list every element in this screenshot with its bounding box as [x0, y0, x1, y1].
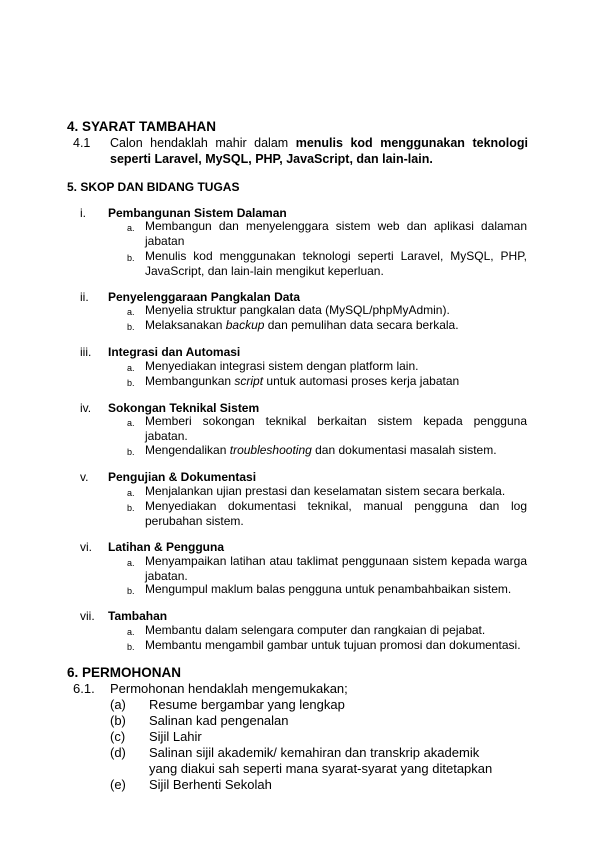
group-title: Latihan & Pengguna	[108, 540, 225, 554]
item-text-pre: Melaksanakan	[145, 318, 226, 332]
group-numeral: v.	[80, 470, 89, 484]
list-item: Memberi sokongan teknikal berkaitan sistem kepada pengguna jabatan.	[145, 414, 527, 443]
item-letter: (e)	[110, 777, 126, 792]
group-title: Tambahan	[108, 609, 168, 623]
item-letter: b.	[127, 642, 135, 652]
list-item: Membantu dalam selengara computer dan rangkaian di pejabat.	[145, 623, 486, 637]
item-letter: a.	[127, 418, 135, 428]
group-title: Integrasi dan Automasi	[108, 345, 241, 359]
item-text-post: untuk automasi proses kerja jabatan	[263, 374, 460, 388]
group-numeral: vii.	[80, 609, 95, 623]
item-letter: b.	[127, 447, 135, 457]
item-text-em: script	[234, 374, 264, 388]
list-item: Mengumpul maklum balas pengguna untuk penambahbaikan sistem.	[145, 582, 512, 596]
item-letter: (d)	[110, 745, 126, 760]
item-letter: b.	[127, 503, 135, 513]
list-item: Menulis kod menggunakan teknologi seperti Laravel, MySQL, PHP, JavaScript, dan lain-lain mengikut keperluan.	[145, 249, 527, 278]
list-item: Sijil Lahir	[149, 729, 202, 744]
list-item: Menjalankan ujian prestasi dan keselamatan sistem secara berkala.	[145, 484, 506, 498]
list-item: Sijil Berhenti Sekolah	[149, 777, 272, 792]
item-letter: a.	[127, 223, 135, 233]
list-item: Menyediakan dokumentasi teknikal, manual pengguna dan log perubahan sistem.	[145, 499, 527, 528]
list-item	[145, 318, 527, 333]
item-text-pre: Membangunkan	[145, 374, 235, 388]
list-item: Menyampaikan latihan atau taklimat penggunaan sistem kepada warga jabatan.	[145, 554, 527, 583]
item-letter: b.	[127, 322, 135, 332]
list-item: Menyediakan integrasi sistem dengan platform lain.	[145, 359, 419, 373]
group-title: Pembangunan Sistem Dalaman	[108, 206, 287, 220]
group-numeral: ii.	[80, 290, 89, 304]
section-6-1-number: 6.1.	[73, 681, 95, 696]
item-letter: b.	[127, 253, 135, 263]
group-numeral: i.	[80, 206, 86, 220]
section-4-heading: 4. SYARAT TAMBAHAN	[67, 119, 217, 134]
section-4-1-number: 4.1	[73, 136, 91, 150]
item-letter: b.	[127, 378, 135, 388]
section-6-heading: 6. PERMOHONAN	[67, 665, 182, 680]
list-item	[145, 443, 527, 458]
section-5-heading: 5. SKOP DAN BIDANG TUGAS	[67, 180, 240, 194]
item-letter: a.	[127, 363, 135, 373]
list-item: Menyelia struktur pangkalan data (MySQL/phpMyAdmin).	[145, 303, 450, 317]
section-4-1-bold: menulis kod menggunakan teknologi seperti Laravel, MySQL, PHP, JavaScript, dan lain-lain.	[110, 136, 529, 166]
item-letter: a.	[127, 558, 135, 568]
section-4-1-text	[110, 135, 528, 167]
item-letter: (c)	[110, 729, 126, 744]
item-text-post: dan dokumentasi masalah sistem.	[311, 443, 497, 457]
section-4-1-plain: Calon hendaklah mahir dalam	[110, 136, 296, 150]
list-item: Salinan sijil akademik/ kemahiran dan transkrip akademik yang diakui sah seperti mana syarat-syarat yang ditetapkan	[149, 745, 493, 776]
section-6-1-intro: Permohonan hendaklah mengemukakan;	[110, 681, 348, 696]
item-letter: (a)	[110, 697, 126, 712]
item-text-em: troubleshooting	[229, 443, 312, 457]
item-letter: a.	[127, 488, 135, 498]
list-item: Salinan kad pengenalan	[149, 713, 289, 728]
list-item: Membantu mengambil gambar untuk tujuan promosi dan dokumentasi.	[145, 638, 521, 652]
group-numeral: iii.	[80, 345, 92, 359]
group-numeral: iv.	[80, 401, 92, 415]
group-title: Pengujian & Dokumentasi	[108, 470, 257, 484]
item-letter: (b)	[110, 713, 126, 728]
list-item	[145, 374, 527, 389]
group-title: Sokongan Teknikal Sistem	[108, 401, 260, 415]
list-item: Membangun dan menyelenggara sistem web dan aplikasi dalaman jabatan	[145, 219, 527, 248]
item-text-post: dan pemulihan data secara berkala.	[264, 318, 459, 332]
list-item: Resume bergambar yang lengkap	[149, 697, 345, 712]
item-letter: a.	[127, 307, 135, 317]
group-title: Penyelenggaraan Pangkalan Data	[108, 290, 301, 304]
item-text-pre: Mengendalikan	[145, 443, 230, 457]
group-numeral: vi.	[80, 540, 92, 554]
item-text-em: backup	[225, 318, 265, 332]
item-letter: b.	[127, 586, 135, 596]
item-letter: a.	[127, 627, 135, 637]
